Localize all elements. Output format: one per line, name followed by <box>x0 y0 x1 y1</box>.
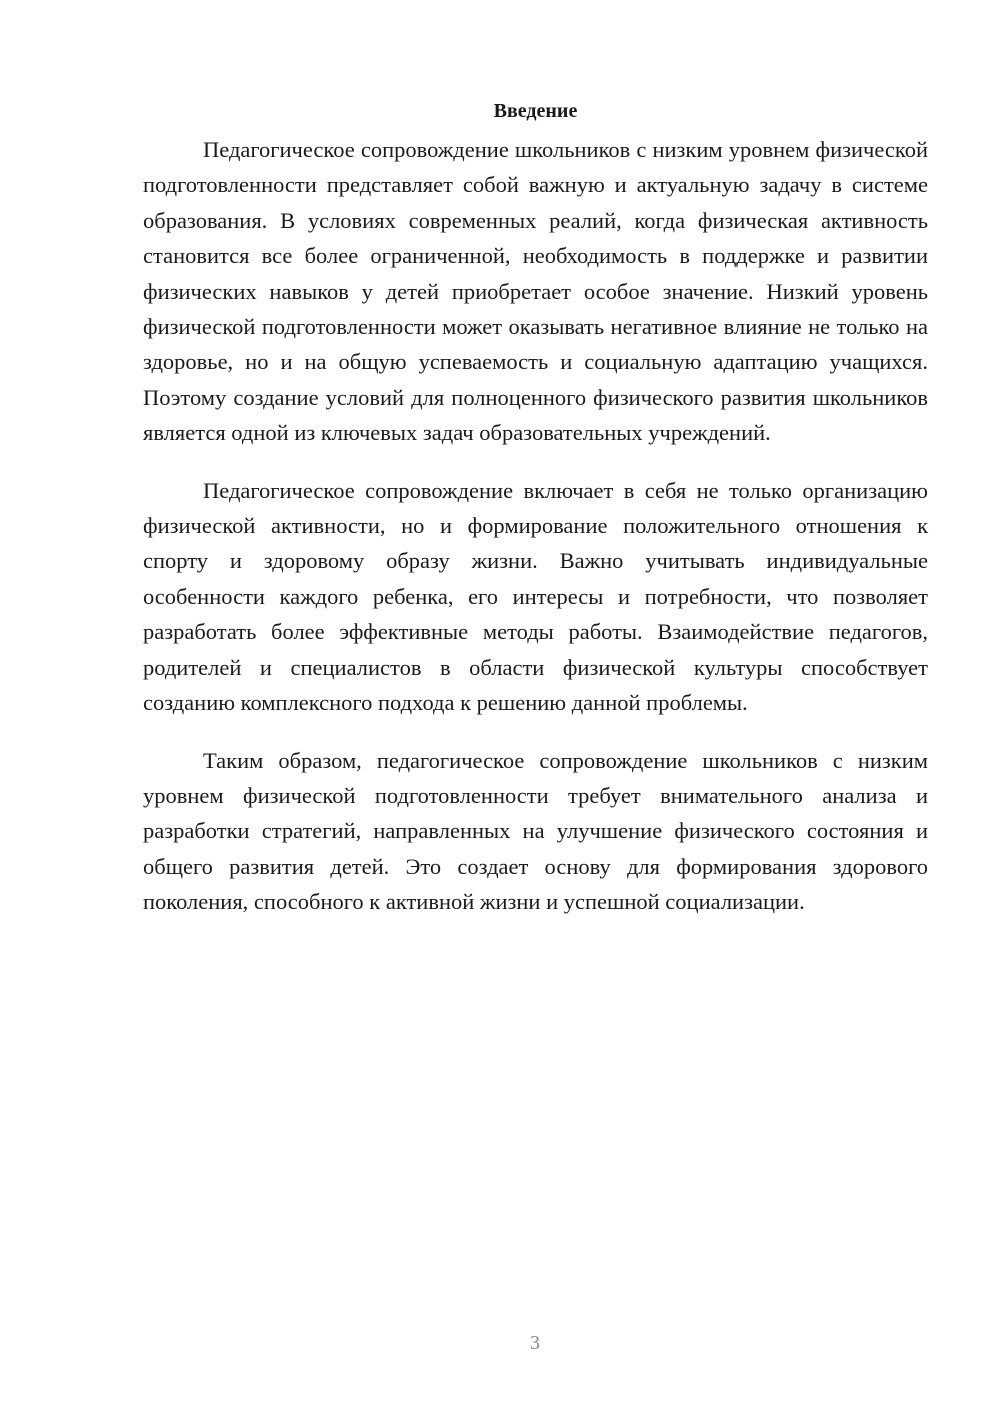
paragraph-1: Педагогическое сопровождение школьников с низким уровнем физической подготовленности представляет собой важную и актуальную задачу в системе образования. В условиях современных реалий, когда физическая активность становится все более ограниченной, необходимость в поддержке и развитии физических навыков у детей приобретает особое значение. Низкий уровень физической подготовленности может оказывать негативное влияние не только на здоровье, но и на общую успеваемость и социальную адаптацию учащихся. Поэтому создание условий для полноценного физического развития школьников является одной из ключевых задач образовательных учреждений. <box>143 137 928 446</box>
page-number: 3 <box>530 1332 540 1354</box>
paragraph-2: Педагогическое сопровождение включает в себя не только организацию физической активности, но и формирование положительного отношения к спорту и здоровому образу жизни. Важно учитывать индивидуальные особенности каждого ребенка, его интересы и потребности, что позволяет разработать более эффективные методы работы. Взаимодействие педагогов, родителей и специалистов в области физической культуры способствует созданию комплексного подхода к решению данной проблемы. <box>143 477 928 716</box>
section-heading: Введение <box>493 100 578 122</box>
paragraph-3: Таким образом, педагогическое сопровождение школьников с низким уровнем физической подготовленности требует внимательного анализа и разработки стратегий, направленных на улучшение физического состояния и общего развития детей. Это создает основу для формирования здорового поколения, способного к активной жизни и успешной социализации. <box>143 747 928 915</box>
page-content <box>143 92 928 920</box>
